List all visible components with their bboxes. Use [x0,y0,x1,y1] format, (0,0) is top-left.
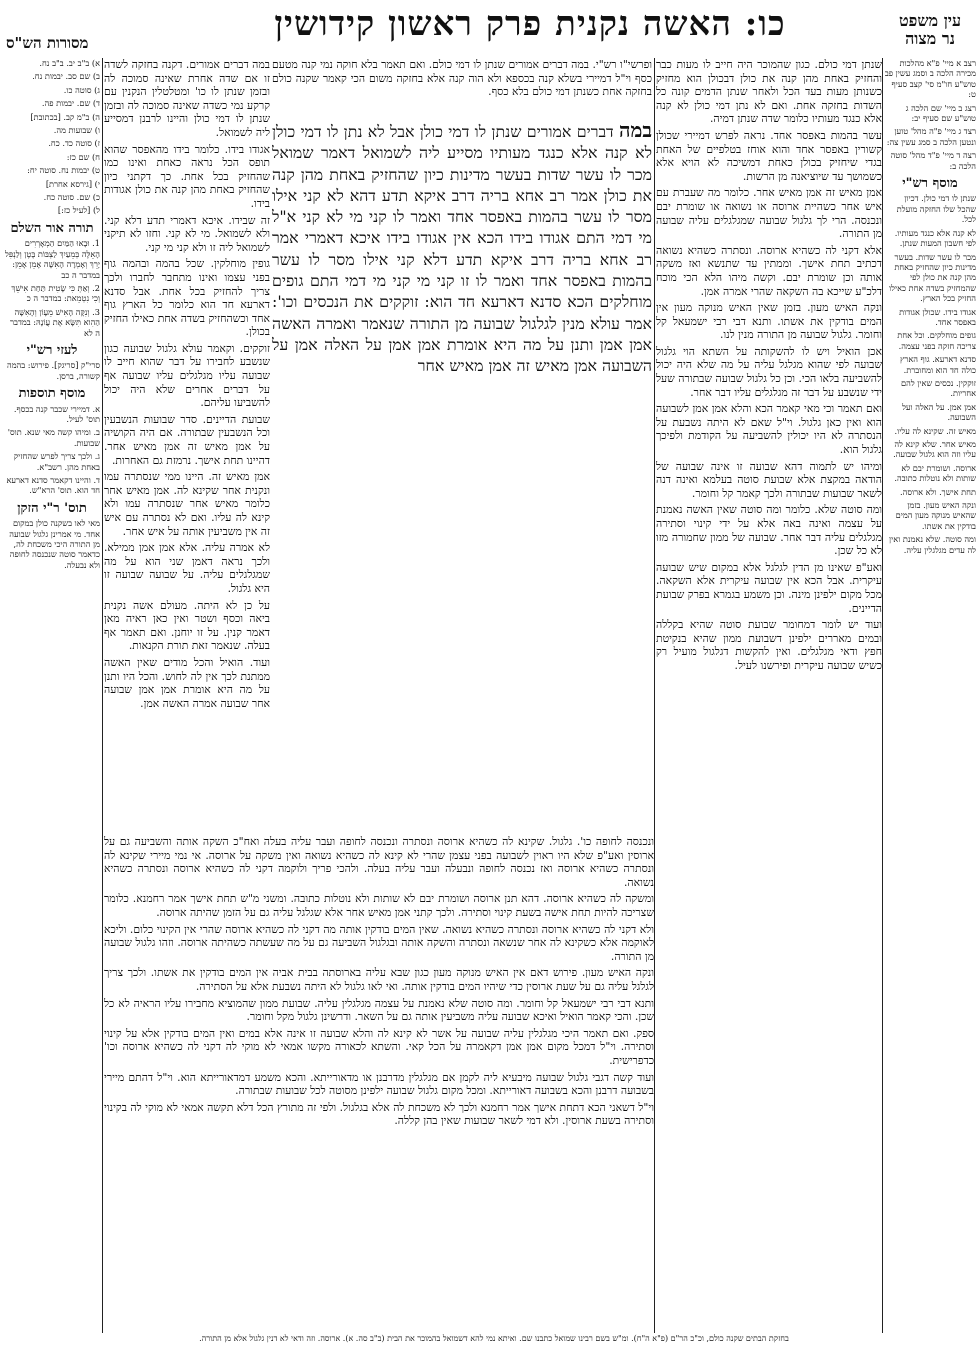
masoret-entry: א) ב"ב יב. ב"ב נח. [39,58,100,68]
torah-or-verses [4,238,100,338]
tosafot-paragraph: וי"ל דשאני הכא דתחת אישך אמר רחמנא ולכך לא משכחת לה אלא בגלגול. ולפי זה מתורץ הכל דלא תקשה אמאי לא מוקי לה בקינוי וסתירה בשעת ארוסין. ולא דמי לשאר שבועות שאין בהן קללה. [104,1100,654,1128]
rashi-paragraph: אמן מאיש זה אמן מאיש אחר. כלומר מה שעברת עם איש אחר כשהיית ארוסה או נשואה או שומרת יבם ונכנסה. הרי לך גלגול שבועה שמגלגלים עליה שבועה מן התורה. [656,186,882,241]
laaz-text: סרי"ק [סריגק]. פירוש: בהמה קשורה, ברסן. [6,360,100,381]
daf-number: כו: [744,4,786,44]
divider [102,58,103,1333]
masoret-entry: כ) שם. סוטה כח. [43,192,100,203]
page-title [260,4,800,44]
haaken-text: מאי לאו בשקנה כולן במקום אחד. מי אמרינן גלגול שבועה מן התורה היכי משכחת לה, כדאמר סוטה שנכנסה לחופה ולא נבעלה. [9,518,100,570]
musaf-tosafot-entry: א. דמיירי שכבר קנה בכסף. תוס' לעיל. [13,403,100,424]
musaf-rashi-entry: ארוסה. ושומרת יבם לא שותות ולא נוטלות כתובה. [894,462,976,484]
rashi-top-block: ופרשי"ו רש"י. במה דברים אמורים שנתן לו דמי כולם. ואם תאמר בלא חוקה נמי קנה מטעם כסף וי"ל דמיירי בשלא קנה בכספא ולא הוה קנה אלא בחזקה משום הכי קאמר שקנה כולם בחזקה אחת כשנתן דמי כולם בלא כסף. [272,58,652,99]
rashi-paragraph: אכן הואיל ויש לו להשקותה על השתא הוי גלגול שבועה לפי שהוא מגלגל עליה על מה שלא היה יכול להשביעה בלאו הכי. וכן כל גלגול שבועה שבתורה שעל ידי שנשבע על דבר זה מגלגלים עליו דבר אחר. [656,344,882,399]
rashi-paragraph: שנתן דמי כולם. כגון שהמוכר היה חייב לו מעות כבר והחזיק באחת מהן קנה את כולן דבכולן הוא מחזיק כשנותן מעות בעד הכל ולאחר שנתן הדמים קונה כל השדות בחזקה אחת. ואם לא נתן דמי כולן לא קנה אלא כנגד מעותיו כלומר שדה שנתן דמיה. [656,58,882,126]
chapter-title: האשה נקנית פרק ראשון קידושין [274,4,732,44]
torah-verse: 1. וּבָאוּ הַמַּיִם הַמְאָרְרִים הָאֵלֶּה בְּמֵעַיִךְ לַצְבּוֹת בֶּטֶן וְלַנְפִּל יָרֵךְ וְאָמְרָה הָאִשָּׁה אָמֵן אָמֵן: במדבר ה כב [4,238,100,280]
torah-verse: 3. וְנִקָּה הָאִישׁ מֵעָוֹן וְהָאִשָּׁה הַהִוא תִּשָּׂא אֶת עֲוֹנָהּ: במדבר ה לא [9,306,100,338]
musaf-rashi-entry: מכר לו עשר שדות. בעשר מדינות כיון שהחזיק באחת מהן קנה את כולן לפי שהמחזיק בשדה אחת כאילו החזיק בכל הארץ. [889,251,976,304]
musaf-rashi-entry: ומה סוטה. שלא נאמנת ואין לה עדים מגלגלין עליה. [889,534,976,555]
masoret-hashas-title: מסורות הש"ס [6,34,89,52]
page-footer: בחזקת הבתים שקנה כולם, וכ"כ הר"ם (פ"א ה"ח). ומ"ש בשם רבינו שמואל כתבנו שם. ואיתא נמי להא דשמואל בהמוכר את הבית (ב"ב סה. א). ארוסה. וזה ודאי לא דנין גלגול אלא מן התורה. [199,1334,789,1343]
musaf-tosafot-title: מוסף תוספות [18,386,86,402]
masoret-entry: ט) יבמות נח. סוטה יח: [27,165,100,176]
rashi-paragraph: ונקה האיש מעון. בזמן שאין האיש מנוקה מעון אין המים בודקין את אשתו. ותנא דבי רבי ישמעאל קל וחומר. גלגול שבועה מן התורה מנין לנו. [656,301,882,342]
tosafot-continued [104,835,654,1325]
masoret-entry: י) [גירסא אחרת] [45,178,100,189]
tosafot-paragraph: ומשקה לה כשהיא ארוסה. דהא תנן ארוסה ושומרת יבם לא שותות ולא נוטלות כתובה. ומשני מ"ש תחת אישך אמר רחמנא. כלומר שצריכה להיות תחת אישה בשעת קינוי וסתירה. ולכך קתני אמן מאיש אחר אלא שגלגל עליה גם על הזמן שהיתה ארוסה. [104,892,654,919]
musaf-tosafot-notes [4,404,100,496]
tosafot-paragraph: אמן מאיש זה. היינו ממי שנסתרה עמו ונקנית אחר שקינא לה. אמן מאיש אחר כלומר מאיש אחר שנסתרה עמו ולא קינא לה עליו. ואם לא נסתרה עם איש זה אין משביעין אותה על איש אחר. [104,470,270,538]
ein-mishpat-entry: רצב א מיי' פ"א מהלכות מכירה הלכה ב וסמג עשין פב טוש"ע חו"מ סי' קצב סעיף ט: [884,58,976,100]
musaf-rashi-entry: סדנא דארעא. גוף הארץ כולה חד הוא ומחוברת. [900,354,976,375]
tosafot-paragraph: ותנא דבי רבי ישמעאל קל וחומר. ומה סוטה שלא נאמנת על עצמה מגלגלין עליה. שבועת ממון שהמוציא מחבירו עליו הראיה לא כל שכן. והכי קאמר הואיל ואיכא שבועה עליה משביעין אותה גם על השאר. ודרשינן גלגול מקל וחומר. [104,996,654,1024]
page-header [0,4,980,54]
divider [654,58,655,1333]
gemara-text [272,120,652,410]
masoret-entry: ו) שבועות מה. [53,125,100,136]
tosafot-paragraph: גופין מוחלקין. שכל בהמה ובהמה גוף בפני עצמו ואינו מתחבר לחברו ולכך צריך להחזיק בכל אחת. אבל סדנא דארעא חד הוא כלומר כל הארץ גוף אחד וכשהחזיק בשדה אחת כאילו החזיק בכולן. [104,257,270,339]
tosafot-paragraph: לא אמרה עליה. אלא אמן אמן ממילא. ולכך נראה דאמן שני הוא על מה שמגלגלים עליה. על שבועה שבועה זו היא גלגול. [104,541,270,595]
musaf-tosafot-entry: ד. והיינו דקאמר סדנא דארעא חד הוא. תוס' הרא"ש. [6,475,100,496]
tosafot-commentary [104,58,270,828]
masoret-column [4,58,100,1348]
tosafot-paragraph: ונקה האיש מעון. פירוש דאם אין האיש מנוקה מעון כגון שבא עליה בארוסתה בבית אביה אין המים בודקין את אשתו. ולכך צריך לגלגל עליה גם על שעת ארוסין כדי שיהיו המים בודקין אותה. ואי לאו גלגול לא היתה נשבעת אלא על הסתירה. [104,966,654,993]
gemara-lead-word: במה [619,120,652,142]
tosafot-paragraph: ונכנסה לחופה כו'. גלגול. שקינא לה כשהיא ארוסה ונסתרה ונכנסה לחופה ועבר עליה בעלה ואח"כ השקה אותה והשביעה גם על ארוסין ואע"פ שלא היו ראוין לשבועה בפני עצמן שהרי לא קינא לה כשהיא נשואה ואין משקה על ארוסה. אי נמי מיירי שקינא לה ונסתרה כשהיא ארוסה ואז נכנסה לחופה ונבעלה ועבר עליה בעלה. ולהכי פריך ולוקמה דקני לה כשהיא ארוסה ונסתרה כשהיא נשואה. [104,835,654,889]
masoret-entry: ב) שם סב. יבמות נח. [32,71,100,82]
tosafot-paragraph: ועוד. הואיל והכל מודים שאין האשה ממתנת לכך אין לה לחוש. והכל היו ותנן על מה היא אומרת אמן אמן שבועה אחר שבועה אמרה האשה אמן. [104,655,270,710]
tosafot-paragraph: ספק. ואם תאמר היכי מגלגלין עליה שבועה על אשר לא קינא לה והלא שבועה זו אינה אלא במים ואין המים בודקין אלא על קינוי וסתירה. וי"ל דמכל מקום אמן אמן דקאמרה על הכל קאי. והשתא לכאורה מקשו אמאי לא מוקי לה דקני לה כשהיא ארוסה וכו' כדפרישית. [104,1026,654,1067]
rashi-paragraph: ועוד יש לומר דמחומר שבועת סוטה שהיא בקללה ובמים מאררים ילפינן דשבועת ממון שהיא בנקיטת חפץ ודאי מגלגלים. ואין להקשות דגלגול מועיל רק כשיש שבועה עיקרית ופירשנו לעיל. [656,618,882,672]
musaf-rashi-entry: זוקקין. נכסים שאין להם אחריות. [901,377,976,399]
haaken-title: תוס' ר"י הזקן [17,500,87,516]
musaf-rashi-entry: גופים מוחלקים. וכל אחת צריכה חזקה בפני עצמה. [897,330,976,351]
musaf-rashi-entry: אגודו בידו. שכולן אגודות באפסר אחד. [899,306,976,327]
tosafot-paragraph: ולא דקני לה כשהיא ארוסה ונסתרה כשהיא נשואה. שאין המים בודקין אותה מה דקני לה כשהיא ארוסה שהרי אין הקינוי כלום. וליכא לאוקמה אלא כשקינא לה אחר שנשאה ונסתרה והשקה אותה ובגלגול השביעה גם על מה שעשתה כשהיתה ארוסה. וזהו גלגול שבועה מן התורה. [104,922,654,963]
masoret-entry: ג) סוטה כו. [63,84,100,95]
rashi-paragraph: ואע"פ שאינו מן הדין לגלגל אלא במקום שיש שבועה עיקרית. אבל הכא אין שבועה עיקרית אלא השקאה. מכל מקום ילפינן מינה. וכן משמע בגמרא בפרק שבועת הדיינים. [656,560,882,615]
rashi-paragraph: ומה סוטה שלא. כלומר ומה סוטה שאין האשה נאמנת על עצמה ואינה באה אלא על ידי קינוי וסתירה מגלגלים עליה דבר אחר. שבועה של ממון שחמורה מזו לא כל שכן. [656,503,882,558]
masoret-entry: ד) שם. יבמות פה. [41,98,100,109]
rashi-commentary [656,58,882,1328]
masoret-entry: ה) ב"מ קב. [בכתובת] [30,111,100,122]
masoret-entry: ח) שם כז: [66,151,100,162]
musaf-rashi-entry: מאיש זה. שקינא לה עליו. [894,425,976,436]
ein-mishpat-entry: רצד ג מיי' פ"ה מהל' טוען ונטען הלכה ב סמג עשין צה: [886,126,976,147]
tosafot-paragraph: אגודו בידו. כלומר בידו מהאפסר שהוא תופס הכל נראה כאחת ואינו כמו שהחזיק בכל אחת. כך דקתני כיון שהחזיק באחת מהן קנה את כולן אגודות בידו. [104,142,270,210]
musaf-rashi-entry: שנתן לו דמי כולן. דכיון שהכל שלו החזקה מועלת לכל. [896,193,976,225]
gemara-body: דברים אמורים שנתן לו דמי כולן אבל לא נתן לו דמי כולן לא קנה אלא כנגד מעותיו מסייע ליה לשמואל דאמר שמואל מכר לו עשר שדות בעשר מדינות כיון שהחזיק באחת מהן קנה את כולן אמר רב אחא בריה דרב איקא תדע דהא לא קני אילו מסר לו עשר בהמות באפסר אחד ואמר לו קני מי לא קני א"ל מי דמי התם אגודו בידו הכא אין אגודו בידו איכא דאמרי אמר רב אחא בריה דרב איקא תדע דלא קני אילו מסר לו עשר בהמות באפסר אחד ואמר לו זו קני מי קני מי דמי התם גופים מוחלקים הכא סדנא דארעא חד הוא: זוקקים את הנכסים וכו': אמר עולא מנין לגלגול שבועה מן התורה שנאמר ואמרה האשה אמן אמן ותנן על מה היא אומרת אמן אמן על האלה אמן על השבועה אמן מאיש זה אמן מאיש אחר [272,122,652,376]
rashi-paragraph: עשר בהמות באפסר אחד. נראה לפרש דמיירי שכולן קשורין באפסר אחד והוא אוחז בטלפיים של האחת בגדי שיחזיק בכולן כאחת דמשיכה לא הויא אלא כשמושך עד שיוציאנה מן הרשות. [656,128,882,183]
ein-mishpat-header [888,12,972,48]
torah-verse: 2. וְאַתְּ כִּי שָׂטִית תַּחַת אִישֵׁךְ וְכִי נִטְמֵאת: במדבר ה כ [11,282,100,304]
ein-mishpat-entry: רצה ד מיי' פ"ד מהל' סוטה הלכה ב: [890,150,976,171]
tosafot-paragraph: על כן לא היתה. מעולם אשה נקנית ביאה וכסף ושטר ואין כאן ראיה מאן דאמר קנין. על זו יוחנן. ואם תאמר אף בעלה. שנאמר זאת תורת הקנאות. [104,598,270,653]
divider [882,58,883,1333]
ein-mishpat-column [884,58,976,1348]
musaf-rashi-entry: ונקה האיש מעון. בזמן שהאיש מנוקה מעון המים בודקין את אשתו. [895,500,976,531]
musaf-rashi-title: מוסף רש"י [902,176,958,192]
rashi-paragraph: ומיהו יש לתמוה דהא שבועה זו אינה שבועה של הודאה במקצת אלא שבועת סוטה בעלמא ואינה דנה לשאר שבועות שבתורה ולכך קאמר קל וחומר. [656,459,882,500]
masoret-entry: ל) [לעיל כז:] [57,205,100,216]
musaf-tosafot-entry: ג. ולכך צריך לפרש שהחזיק באחת מהן. רשב"א. [13,451,100,472]
tosafot-paragraph: במה דברים אמורים. דקנה בחזקה לשדה זו אם שדה אחרת שאינה סמוכה לה ובזמן שנתן לו כו' ומטלטלין הנקנין עם קרקע נמי כשדה שאינה סמוכה לה ובזמן שנתן לו דמי כולן והיינו לרבנן דמסייע ליה לשמואל. [104,58,270,139]
tosafot-paragraph: זוקקים. וקאמר עולא גלגול שבועה כגון שנשבע לחבירו על דבר שהוא חייב לו שבועה עליו מגלגלים עליו שבועה אף על דברים אחרים שלא היה יכול להשביעו עליהם. [104,341,270,410]
musaf-rashi-notes [884,193,976,555]
torah-or-title: תורה אור השלם [10,220,94,236]
ein-mishpat-entry: רצג ב מיי' שם הלכה ג טוש"ע שם סעיף יב: [905,102,976,124]
rashi-paragraph: ואם תאמר וכי מאי קאמר הכא והלא אמן אמן לשבועה הוא ואין כאן גלגול. וי"ל שאם לא היתה נשבעת על הנסתרה לא היו יכולין להשביעה על הקודמת ולפיכך גלגול הוא. [656,402,882,457]
masoret-items [4,58,100,216]
musaf-rashi-entry: מאיש אחר. שלא קינא לה עליו וזה הוא גלגול שבועה. [893,439,976,460]
ein-mishpat-items [884,58,976,171]
laaz-title: לעזי רש"י [26,342,78,358]
ein-mishpat-title: עין משפט [898,11,962,30]
tosafot-paragraph: שבועת הדיינים. סדר שבועות הנשבעין וכל הנשבעין שבתורה. אם היה הקושיה על אמן מאיש זה אמן מאיש אחר. דהיינו תחת אישך. נרמזת גם האחרות. [104,412,270,467]
musaf-rashi-entry: אמן אמן. על האלה ועל השבועה. [902,401,976,423]
ner-mitzvah-title: נר מצוה [905,29,955,48]
musaf-rashi-entry: תחת אישך. ולא ארוסה. [900,486,976,497]
masoret-entry: ז) סוטה כד. כח. [48,138,100,149]
tosafot-paragraph: זה שבידו. איכא דאמרי תדע דלא קני. ולא לשמואל. מי לא קני. וחזו לא תיקני לשמואל ליה זו ולא קני מי קני. [104,213,270,254]
tosafot-paragraph: ועוד קשה דגבי גלגול שבועה מיבעיא ליה לקמן אם מגלגלין מדרבנן או מדאורייתא. והכא משמע דמדאורייתא הוא. וי"ל דהתם מיירי בשבועה דרבנן והכא בשבועה דאורייתא. ומכל מקום גלגול שבועה ילפינן מסוטה לכל שבועות שבתורה. [104,1070,654,1098]
rashi-paragraph: אלא דקני לה כשהיא ארוסה. ונסתרה כשהיא נשואה דכתיב תחת אישך. וממתין עד שתנשא ואז משקה אותה וכן שומרת יבם. וקשה מיהו הלא הכי מוכח דלכ"ע שייכא בה השקאה שהרי אמרה אמן. [656,243,882,298]
musaf-tosafot-entry: ב. ומיהו קשה מאי שנא. תוס' שבועות. [7,427,100,448]
musaf-rashi-entry: לא קנה אלא כנגד מעותיו. לפי חשבון המעות שנתן. [894,227,976,249]
